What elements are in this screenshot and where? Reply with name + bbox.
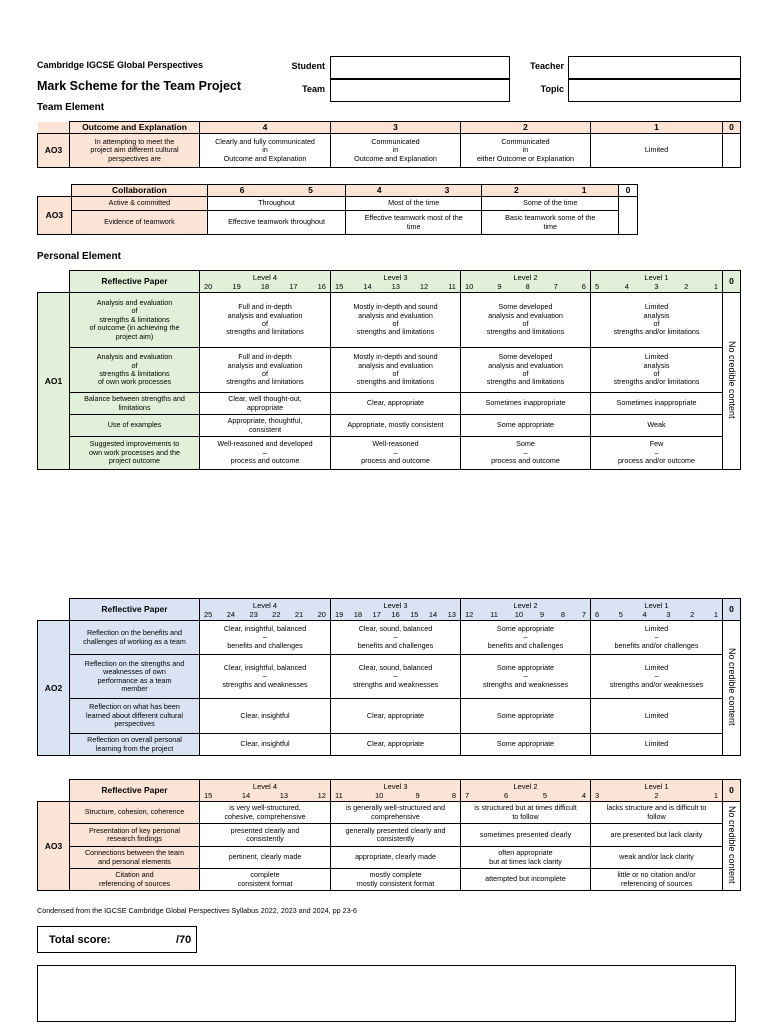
descriptor-cell: Some appropriate <box>461 415 591 437</box>
level-0-header: 0 <box>723 271 741 293</box>
descriptor-cell: Limited – benefits and/or challenges <box>591 621 723 655</box>
descriptor-cell: Limited analysis of strengths and/or limitations <box>591 293 723 348</box>
mark-number: 1 <box>713 790 718 800</box>
mark-number: 11 <box>335 790 343 800</box>
descriptor-cell: Some developed analysis and evaluation of strengths and limitations <box>461 293 591 348</box>
descriptor-cell: Clear, sound, balanced – strengths and weaknesses <box>331 655 461 699</box>
criterion-label: Balance between strengths and limitations <box>70 393 200 415</box>
descriptor-cell: lacks structure and is difficult to follow <box>591 802 723 824</box>
ao-label: AO3 <box>38 134 70 168</box>
ao-label: AO1 <box>38 293 70 470</box>
ao-label: AO3 <box>38 197 72 235</box>
level-2-header: Level 2 7 6 5 4 <box>461 780 591 802</box>
level-marks <box>461 610 590 619</box>
teacher-label: Teacher <box>530 61 564 71</box>
mark-number: 23 <box>249 609 258 619</box>
descriptor-cell: often appropriate but at times lack clarity <box>461 847 591 869</box>
collab-mark: 5 <box>276 185 345 197</box>
collab-mark: 1 <box>550 185 618 197</box>
level-1-header: Level 1 3 2 1 <box>591 780 723 802</box>
mark-number: 19 <box>335 609 344 619</box>
mark-number: 2 <box>690 609 695 619</box>
level-4-header: Level 4 15 14 13 12 <box>200 780 331 802</box>
mark-number: 14 <box>363 281 372 291</box>
mark-number: 4 <box>581 790 586 800</box>
descriptor-cell: complete consistent format <box>200 869 331 891</box>
mark-number: 7 <box>553 281 558 291</box>
level-marks <box>200 610 330 619</box>
mark-number: 5 <box>542 790 548 800</box>
mark-number: 25 <box>204 609 213 619</box>
descriptor-cell: Basic teamwork some of the time <box>482 211 619 235</box>
level-marks <box>591 610 722 619</box>
descriptor-cell: is very well-structured, cohesive, comprehensive <box>200 802 331 824</box>
mark-number: 4 <box>624 281 629 291</box>
descriptor-cell: pertinent, clearly made <box>200 847 331 869</box>
descriptor-cell: Communicated in Outcome and Explanation <box>331 134 461 168</box>
personal-element-heading: Personal Element <box>37 251 121 262</box>
criterion-label: Presentation of key personal research findings <box>70 824 200 847</box>
mark-number: 6 <box>595 609 600 619</box>
collab-mark: 2 <box>482 185 550 197</box>
mark-number: 2 <box>684 281 689 291</box>
descriptor-cell: Clear, well thought-out, appropriate <box>200 393 331 415</box>
descriptor-cell: Clear, sound, balanced – benefits and challenges <box>331 621 461 655</box>
mark-number: 8 <box>560 609 566 619</box>
descriptor-cell: attempted but incomplete <box>461 869 591 891</box>
descriptor-cell: presented clearly and consistently <box>200 824 331 847</box>
descriptor-cell: Some appropriate <box>461 734 591 756</box>
criterion-label: Citation and referencing of sources <box>70 869 200 891</box>
descriptor-cell: Full and in-depth analysis and evaluation of strengths and limitations <box>200 348 331 393</box>
descriptor-cell: Clear, insightful, balanced – benefits and challenges <box>200 621 331 655</box>
level-4-header: Level 4 20 19 18 17 16 <box>200 271 331 293</box>
collab-mark: 0 <box>619 185 638 197</box>
descriptor-cell: Throughout <box>208 197 346 211</box>
student-label: Student <box>291 61 325 71</box>
mark-number: 13 <box>391 281 400 291</box>
descriptor-cell: mostly complete mostly consistent format <box>331 869 461 891</box>
descriptor-cell: Mostly in-depth and sound analysis and evaluation of strengths and limitations <box>331 293 461 348</box>
level-3-header: Level 3 11 10 9 8 <box>331 780 461 802</box>
mark-number: 9 <box>415 790 420 800</box>
descriptor-cell: Some – process and outcome <box>461 437 591 470</box>
level-marks <box>461 791 590 800</box>
descriptor-cell: Clearly and fully communicated in Outcome and Explanation <box>200 134 331 168</box>
descriptor-cell: Sometimes inappropriate <box>461 393 591 415</box>
descriptor-cell: Limited <box>591 134 723 168</box>
level-0-header: 0 <box>723 599 741 621</box>
descriptor-cell: are presented but lack clarity <box>591 824 723 847</box>
descriptor-cell: sometimes presented clearly <box>461 824 591 847</box>
collab-mark: 6 <box>208 185 276 197</box>
mark-number: 20 <box>317 609 326 619</box>
descriptor-cell: appropriate, clearly made <box>331 847 461 869</box>
mark-number: 21 <box>294 609 304 619</box>
descriptor-cell: Some appropriate – strengths and weaknesses <box>461 655 591 699</box>
descriptor-cell: Most of the time <box>345 197 482 211</box>
level-marks <box>461 282 590 291</box>
level-2-header: Level 2 12 11 10 9 8 7 <box>461 599 591 621</box>
mark-number: 20 <box>204 281 213 291</box>
comments-box[interactable] <box>37 965 736 1022</box>
descriptor-cell: Well-reasoned – process and outcome <box>331 437 461 470</box>
mark-number: 15 <box>335 281 344 291</box>
descriptor-cell: is structured but at times difficult to follow <box>461 802 591 824</box>
descriptor-cell: Some of the time <box>482 197 619 211</box>
level-0-header: 0 <box>723 780 741 802</box>
outcome-mark-2: 2 <box>461 122 591 134</box>
descriptor-cell: Some appropriate <box>461 699 591 734</box>
mark-number: 14 <box>428 609 438 619</box>
descriptor-cell: Limited <box>591 699 723 734</box>
level-marks <box>200 282 330 291</box>
level-marks <box>591 282 722 291</box>
mark-number: 10 <box>465 281 474 291</box>
level-4-header: Level 4 25 24 23 22 21 20 <box>200 599 331 621</box>
organisation-name: Cambridge IGCSE Global Perspectives <box>37 60 204 70</box>
mark-number: 15 <box>410 609 419 619</box>
mark-number: 8 <box>451 790 456 800</box>
outcome-mark-1: 1 <box>591 122 723 134</box>
descriptor-cell: Sometimes inappropriate <box>591 393 723 415</box>
mark-number: 12 <box>419 281 429 291</box>
teacher-field[interactable] <box>568 56 741 79</box>
criterion-label: Reflection on overall personal learning from the project <box>70 734 200 756</box>
mark-number: 24 <box>226 609 236 619</box>
level-marks <box>331 610 460 619</box>
descriptor-cell: Full and in-depth analysis and evaluation of strengths and limitations <box>200 293 331 348</box>
descriptor-cell: Clear, appropriate <box>331 734 461 756</box>
mark-number: 9 <box>539 609 545 619</box>
mark-number: 1 <box>713 609 718 619</box>
descriptor-cell: Clear, insightful <box>200 699 331 734</box>
descriptor-cell: Effective teamwork most of the time <box>345 211 482 235</box>
mark-number: 8 <box>525 281 530 291</box>
reflective-paper-header: Reflective Paper <box>70 599 200 621</box>
ao1-table <box>37 270 741 470</box>
descriptor-cell: Effective teamwork throughout <box>208 211 346 235</box>
team-label: Team <box>302 84 325 94</box>
mark-number: 6 <box>503 790 509 800</box>
level-3-header: Level 3 19 18 17 16 15 14 13 <box>331 599 461 621</box>
total-score-label: Total score: <box>49 934 111 946</box>
mark-number: 16 <box>391 609 400 619</box>
reflective-paper-header: Reflective Paper <box>70 271 200 293</box>
mark-number: 5 <box>595 281 600 291</box>
descriptor-cell: little or no citation and/or referencing of sources <box>591 869 723 891</box>
descriptor-cell: Limited <box>591 734 723 756</box>
mark-number: 2 <box>654 790 659 800</box>
mark-number: 17 <box>372 609 381 619</box>
criterion-label: Suggested improvements to own work processes and the project outcome <box>70 437 200 470</box>
mark-number: 3 <box>595 790 600 800</box>
mark-number: 12 <box>465 609 474 619</box>
mark-number: 3 <box>654 281 659 291</box>
mark-number: 7 <box>581 609 586 619</box>
criterion-label: Analysis and evaluation of strengths & limitations of outcome (in achieving the project aim) <box>70 293 200 348</box>
mark-number: 11 <box>490 609 498 619</box>
mark-number: 10 <box>374 790 384 800</box>
team-field[interactable] <box>330 79 510 102</box>
mark-number: 4 <box>642 609 647 619</box>
mark-number: 9 <box>497 281 502 291</box>
team-element-heading: Team Element <box>37 102 105 113</box>
ao2-table <box>37 598 741 756</box>
level-2-header: Level 2 10 9 8 7 6 <box>461 271 591 293</box>
descriptor-cell <box>723 134 741 168</box>
level-marks <box>331 282 460 291</box>
mark-number: 14 <box>241 790 251 800</box>
ao3-table <box>37 779 741 891</box>
criterion-label: Connections between the team and personal elements <box>70 847 200 869</box>
mark-number: 13 <box>447 609 456 619</box>
collaboration-table <box>37 184 638 235</box>
descriptor-cell: Mostly in-depth and sound analysis and evaluation of strengths and limitations <box>331 348 461 393</box>
mark-number: 22 <box>272 609 281 619</box>
descriptor-cell: Few – process and/or outcome <box>591 437 723 470</box>
descriptor-cell: Appropriate, thoughtful, consistent <box>200 415 331 437</box>
mark-number: 10 <box>514 609 524 619</box>
no-credible-content: No credible content <box>723 293 741 470</box>
criterion-label: In attempting to meet the project aim different cultural perspectives are <box>70 134 200 168</box>
outcome-mark-3: 3 <box>331 122 461 134</box>
descriptor-cell: Clear, appropriate <box>331 699 461 734</box>
descriptor-cell: Weak <box>591 415 723 437</box>
no-credible-content: No credible content <box>723 621 741 756</box>
mark-number: 6 <box>581 281 586 291</box>
level-marks <box>591 791 722 800</box>
criterion-label: Reflection on the strengths and weaknesses of own performance as a team member <box>70 655 200 699</box>
topic-field[interactable] <box>568 79 741 102</box>
mark-number: 18 <box>353 609 363 619</box>
descriptor-cell: Limited – strengths and/or weaknesses <box>591 655 723 699</box>
descriptor-cell: Appropriate, mostly consistent <box>331 415 461 437</box>
outcome-mark-4: 4 <box>200 122 331 134</box>
criterion-label: Reflection on the benefits and challenges of working as a team <box>70 621 200 655</box>
collab-mark: 3 <box>413 185 482 197</box>
outcome-header: Outcome and Explanation <box>70 122 200 134</box>
descriptor-cell: Clear, appropriate <box>331 393 461 415</box>
outcome-table <box>37 121 741 168</box>
descriptor-cell: Well-reasoned and developed – process and outcome <box>200 437 331 470</box>
student-field[interactable] <box>330 56 510 79</box>
descriptor-cell: Some developed analysis and evaluation of strengths and limitations <box>461 348 591 393</box>
total-score-box <box>37 926 197 953</box>
descriptor-cell: Clear, insightful, balanced – strengths and weaknesses <box>200 655 331 699</box>
criterion-label: Evidence of teamwork <box>71 211 208 235</box>
level-marks <box>200 791 330 800</box>
outcome-mark-0: 0 <box>723 122 741 134</box>
mark-number: 17 <box>289 281 298 291</box>
collab-mark: 4 <box>345 185 412 197</box>
mark-number: 1 <box>713 281 718 291</box>
ao-label: AO2 <box>38 621 70 756</box>
descriptor-cell: Communicated in either Outcome or Explanation <box>461 134 591 168</box>
level-1-header: Level 1 5 4 3 2 1 <box>591 271 723 293</box>
descriptor-cell: Clear, insightful <box>200 734 331 756</box>
descriptor-cell: generally presented clearly and consistently <box>331 824 461 847</box>
ao-label: AO3 <box>38 802 70 891</box>
criterion-label: Active & committed <box>71 197 208 211</box>
source-note: Condensed from the IGCSE Cambridge Global Perspectives Syllabus 2022, 2023 and 2024, pp 23-6 <box>37 906 358 915</box>
descriptor-cell: is generally well-structured and comprehensive <box>331 802 461 824</box>
mark-number: 7 <box>465 790 470 800</box>
mark-number: 3 <box>666 609 671 619</box>
level-3-header: Level 3 15 14 13 12 11 <box>331 271 461 293</box>
criterion-label: Use of examples <box>70 415 200 437</box>
descriptor-cell: Some appropriate – benefits and challenges <box>461 621 591 655</box>
no-credible-content: No credible content <box>723 802 741 891</box>
mark-number: 15 <box>204 790 213 800</box>
collaboration-header: Collaboration <box>71 185 208 197</box>
descriptor-cell: Limited analysis of strengths and/or limitations <box>591 348 723 393</box>
criterion-label: Structure, cohesion, coherence <box>70 802 200 824</box>
criterion-label: Analysis and evaluation of strengths & limitations of own work processes <box>70 348 200 393</box>
level-1-header: Level 1 6 5 4 3 2 1 <box>591 599 723 621</box>
level-marks <box>331 791 460 800</box>
total-score-value: /70 <box>176 934 192 946</box>
mark-number: 11 <box>448 281 456 291</box>
mark-number: 5 <box>618 609 623 619</box>
descriptor-cell: weak and/or lack clarity <box>591 847 723 869</box>
topic-label: Topic <box>540 84 564 94</box>
mark-number: 19 <box>232 281 241 291</box>
mark-number: 16 <box>317 281 326 291</box>
mark-number: 18 <box>260 281 270 291</box>
mark-number: 12 <box>317 790 326 800</box>
criterion-label: Reflection on what has been learned about different cultural perspectives <box>70 699 200 734</box>
mark-number: 13 <box>279 790 289 800</box>
reflective-paper-header: Reflective Paper <box>70 780 200 802</box>
page-title: Mark Scheme for the Team Project <box>37 79 242 93</box>
